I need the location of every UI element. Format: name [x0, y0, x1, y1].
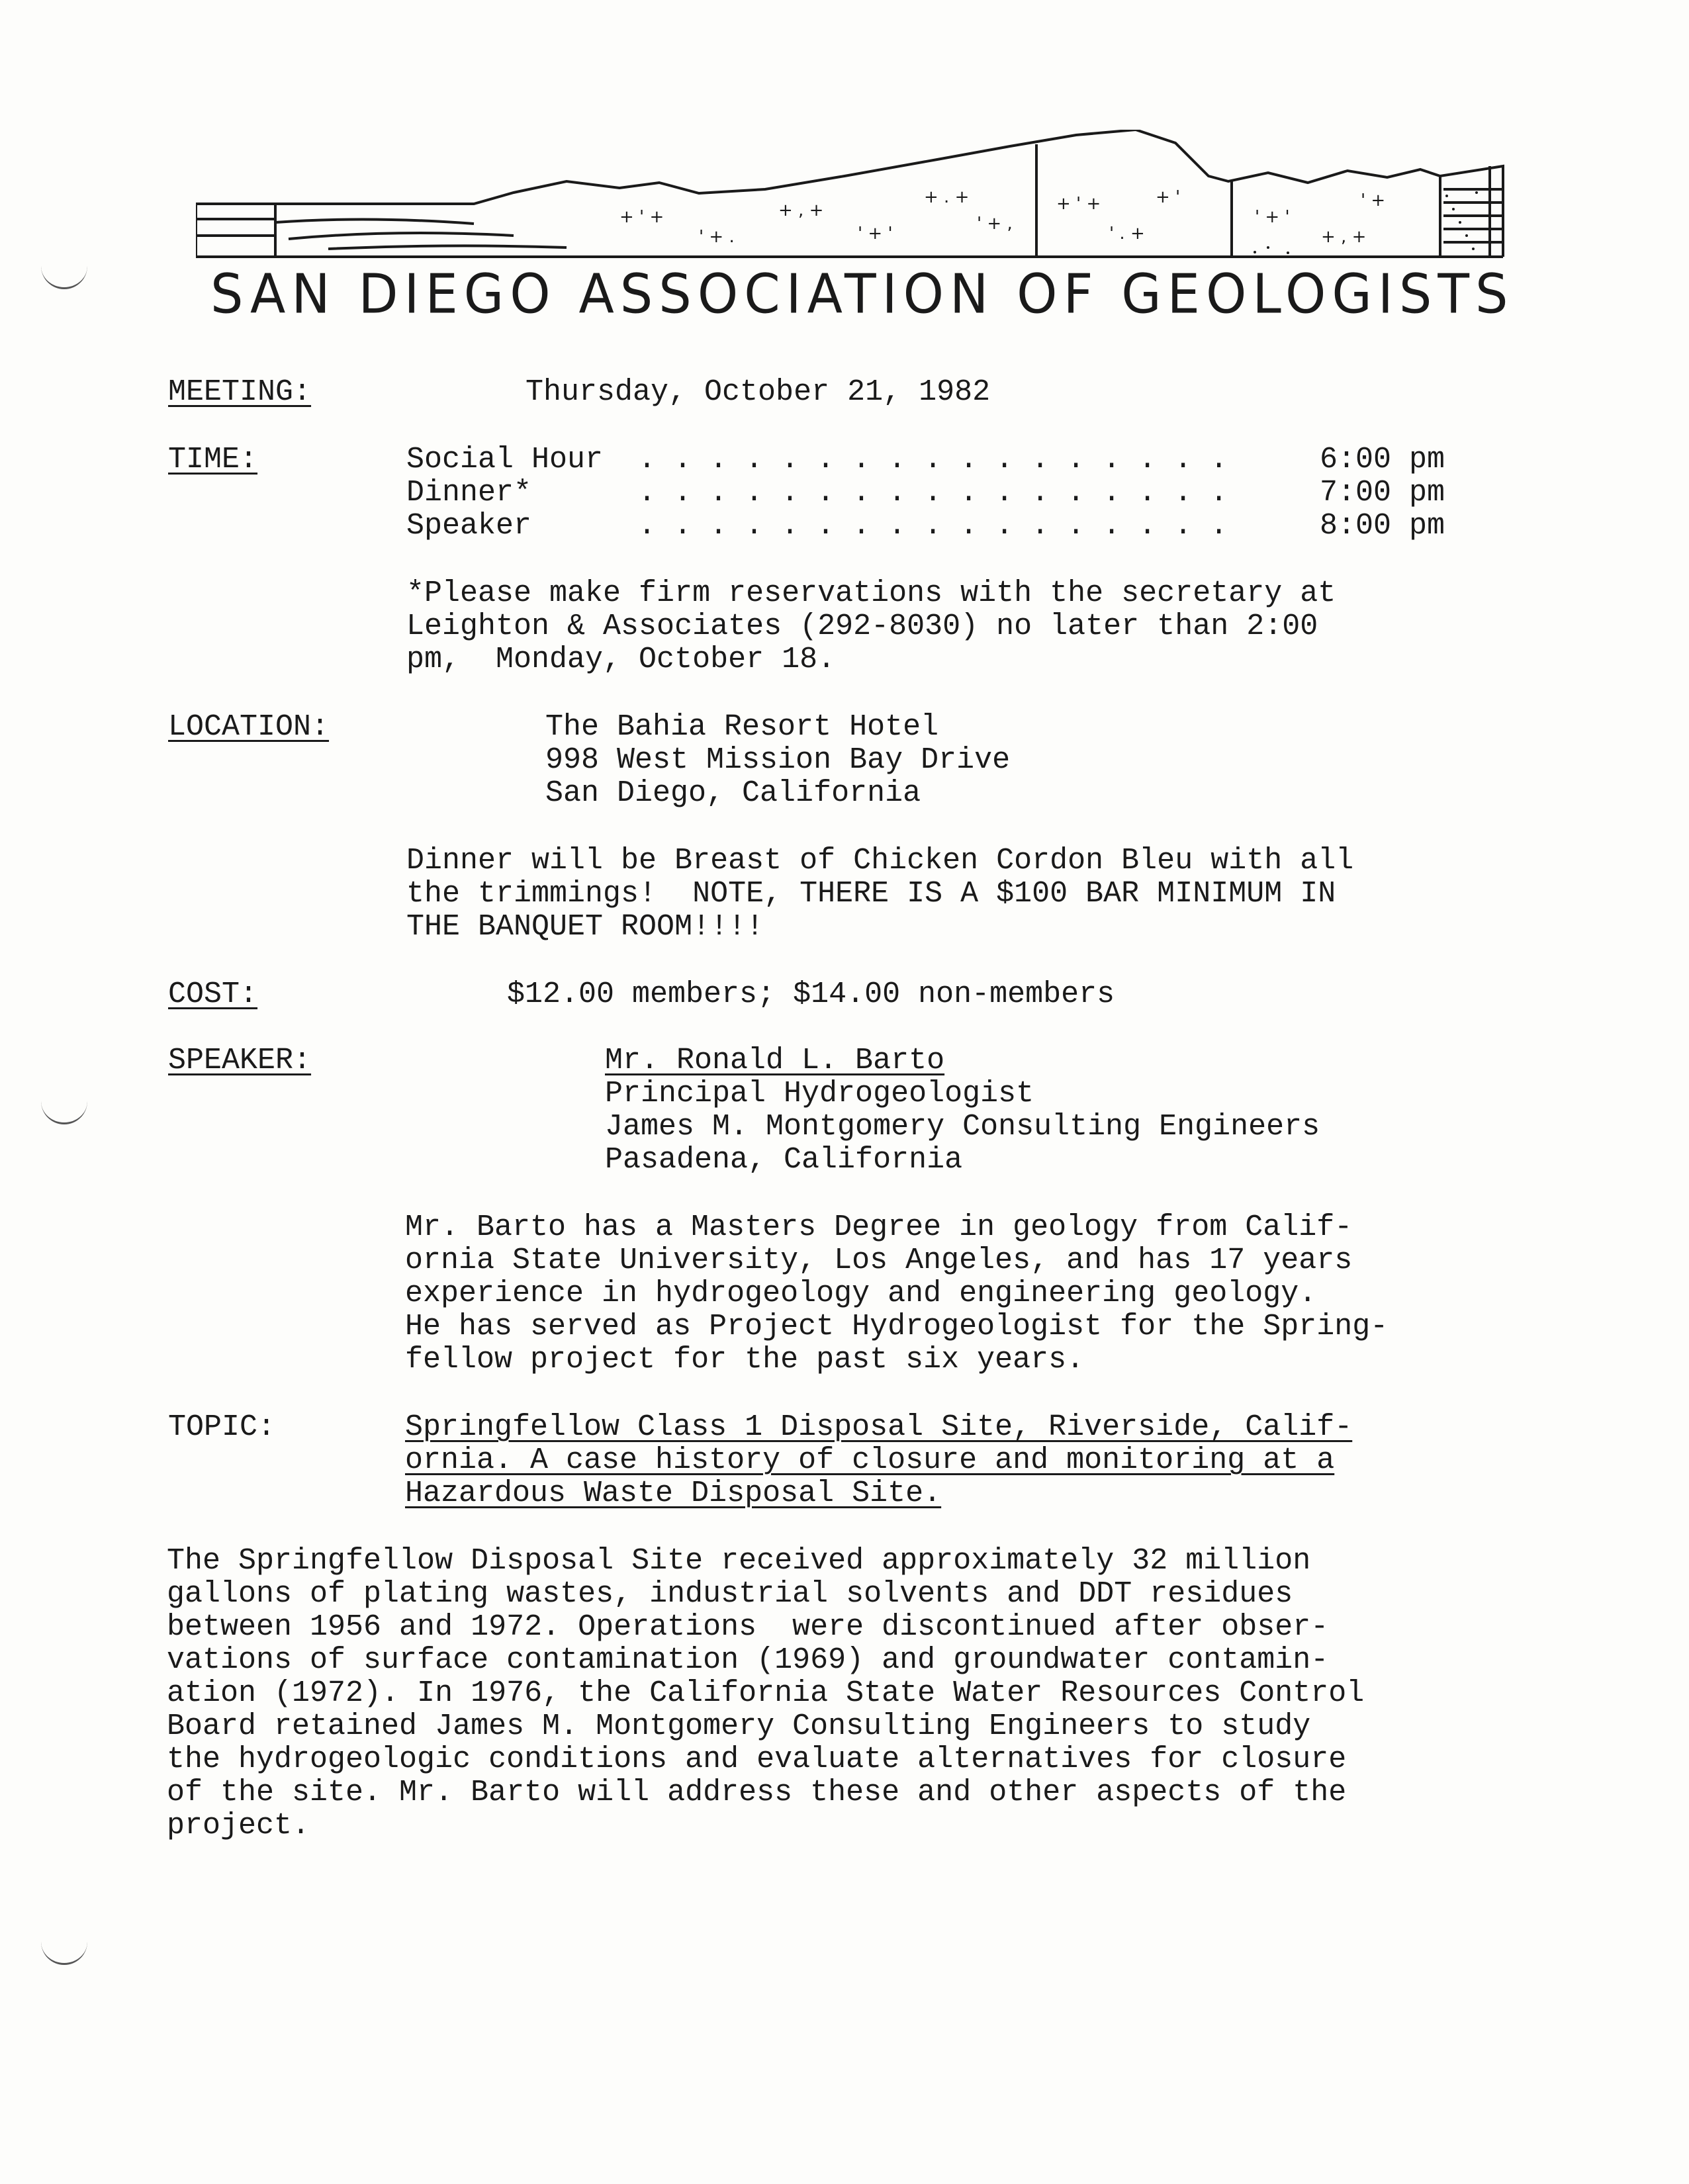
schedule-leader-dots: . . . . . . . . . . . . . . . . .: [638, 509, 1228, 543]
schedule-leader-dots: . . . . . . . . . . . . . . . . .: [638, 443, 1228, 477]
speaker-bio-line: He has served as Project Hydrogeologist for the Spring-: [405, 1310, 1389, 1343]
speaker-detail-line: James M. Montgomery Consulting Engineers: [605, 1110, 1320, 1144]
schedule-row: [406, 477, 1465, 510]
schedule-time: 7:00 pm: [1320, 476, 1445, 510]
topic-label: TOPIC:: [168, 1410, 276, 1444]
address-line: 998 West Mission Bay Drive: [545, 743, 1011, 777]
binder-hole-mark: [41, 1939, 87, 1965]
svg-text:+ ' +: + ' +: [619, 207, 664, 227]
abstract-line: project.: [167, 1809, 310, 1843]
svg-text:+ ': + ': [1156, 187, 1181, 207]
topic-title-line: Springfellow Class 1 Disposal Site, Riverside, Calif-: [405, 1410, 1353, 1444]
schedule-time: 6:00 pm: [1320, 443, 1445, 477]
topic-title-line: Hazardous Waste Disposal Site.: [405, 1477, 942, 1510]
binder-hole-mark: [41, 263, 87, 289]
speaker-bio-line: ornia State University, Los Angeles, and has 17 years: [405, 1244, 1353, 1277]
schedule-event: Dinner*: [406, 476, 532, 510]
svg-text:' . +: ' . +: [1109, 224, 1145, 244]
schedule-event: Social Hour: [406, 443, 604, 477]
meeting-date: Thursday, October 21, 1982: [525, 375, 991, 409]
svg-text:' + ,: ' + ,: [977, 214, 1013, 234]
abstract-line: Board retained James M. Montgomery Consulting Engineers to study: [167, 1709, 1311, 1743]
topic-title-line: ornia. A case history of closure and monitoring at a: [405, 1443, 1335, 1477]
svg-text:' + ': ' + ': [858, 224, 893, 244]
binder-hole-mark: [41, 1099, 87, 1124]
dinner-note-line: the trimmings! NOTE, THERE IS A $100 BAR MINIMUM IN: [406, 877, 1336, 911]
reservation-note-line: *Please make firm reservations with the secretary at: [406, 576, 1336, 610]
dinner-note-line: THE BANQUET ROOM!!!!: [406, 910, 764, 944]
dinner-note-line: Dinner will be Breast of Chicken Cordon Bleu with all: [406, 844, 1354, 878]
schedule-row: [406, 443, 1465, 477]
address-line: The Bahia Resort Hotel: [545, 710, 939, 744]
abstract-line: of the site. Mr. Barto will address these and other aspects of the: [167, 1776, 1347, 1809]
geologic-cross-section-logo: [196, 130, 1513, 269]
location-label: LOCATION:: [168, 710, 330, 744]
schedule-event: Speaker: [406, 509, 532, 543]
page-title: SAN DIEGO ASSOCIATION OF GEOLOGISTS: [210, 263, 1514, 326]
address-line: San Diego, California: [545, 776, 921, 810]
abstract-line: gallons of plating wastes, industrial solvents and DDT residues: [167, 1577, 1293, 1611]
schedule-time: 8:00 pm: [1320, 509, 1445, 543]
svg-text:+ , +: + , +: [778, 201, 824, 220]
svg-text:' + ': ' + ': [1255, 207, 1290, 227]
abstract-line: vations of surface contamination (1969) and groundwater contamin-: [167, 1643, 1329, 1677]
schedule-row: [406, 510, 1465, 543]
reservation-note-line: Leighton & Associates (292-8030) no later than 2:00: [406, 610, 1318, 643]
svg-text:+ , +: + , +: [1321, 227, 1367, 247]
abstract-line: the hydrogeologic conditions and evaluate alternatives for closure: [167, 1743, 1347, 1776]
abstract-line: between 1956 and 1972. Operations were discontinued after obser-: [167, 1610, 1329, 1644]
cost-label: COST:: [168, 978, 258, 1011]
cost-value: $12.00 members; $14.00 non-members: [507, 978, 1115, 1011]
speaker-detail-line: Principal Hydrogeologist: [605, 1077, 1034, 1111]
time-label: TIME:: [168, 443, 258, 477]
svg-text:+ . +: + . +: [924, 187, 970, 207]
speaker-bio-line: experience in hydrogeology and engineering geology.: [405, 1277, 1317, 1310]
schedule-leader-dots: . . . . . . . . . . . . . . . . .: [638, 476, 1228, 510]
speaker-label: SPEAKER:: [168, 1044, 312, 1077]
svg-text:' +: ' +: [1361, 191, 1386, 210]
speaker-bio-line: Mr. Barto has a Masters Degree in geology from Calif-: [405, 1210, 1353, 1244]
speaker-name: Mr. Ronald L. Barto: [605, 1044, 945, 1077]
svg-text:' + .: ' + .: [699, 227, 735, 247]
svg-text:+ ' +: + ' +: [1056, 194, 1101, 214]
abstract-line: ation (1972). In 1976, the California State Water Resources Control: [167, 1676, 1365, 1710]
reservation-note-line: pm, Monday, October 18.: [406, 643, 836, 676]
speaker-bio-line: fellow project for the past six years.: [405, 1343, 1085, 1377]
abstract-line: The Springfellow Disposal Site received approximately 32 million: [167, 1544, 1311, 1578]
meeting-label: MEETING:: [168, 375, 312, 409]
speaker-detail-line: Pasadena, California: [605, 1143, 963, 1177]
